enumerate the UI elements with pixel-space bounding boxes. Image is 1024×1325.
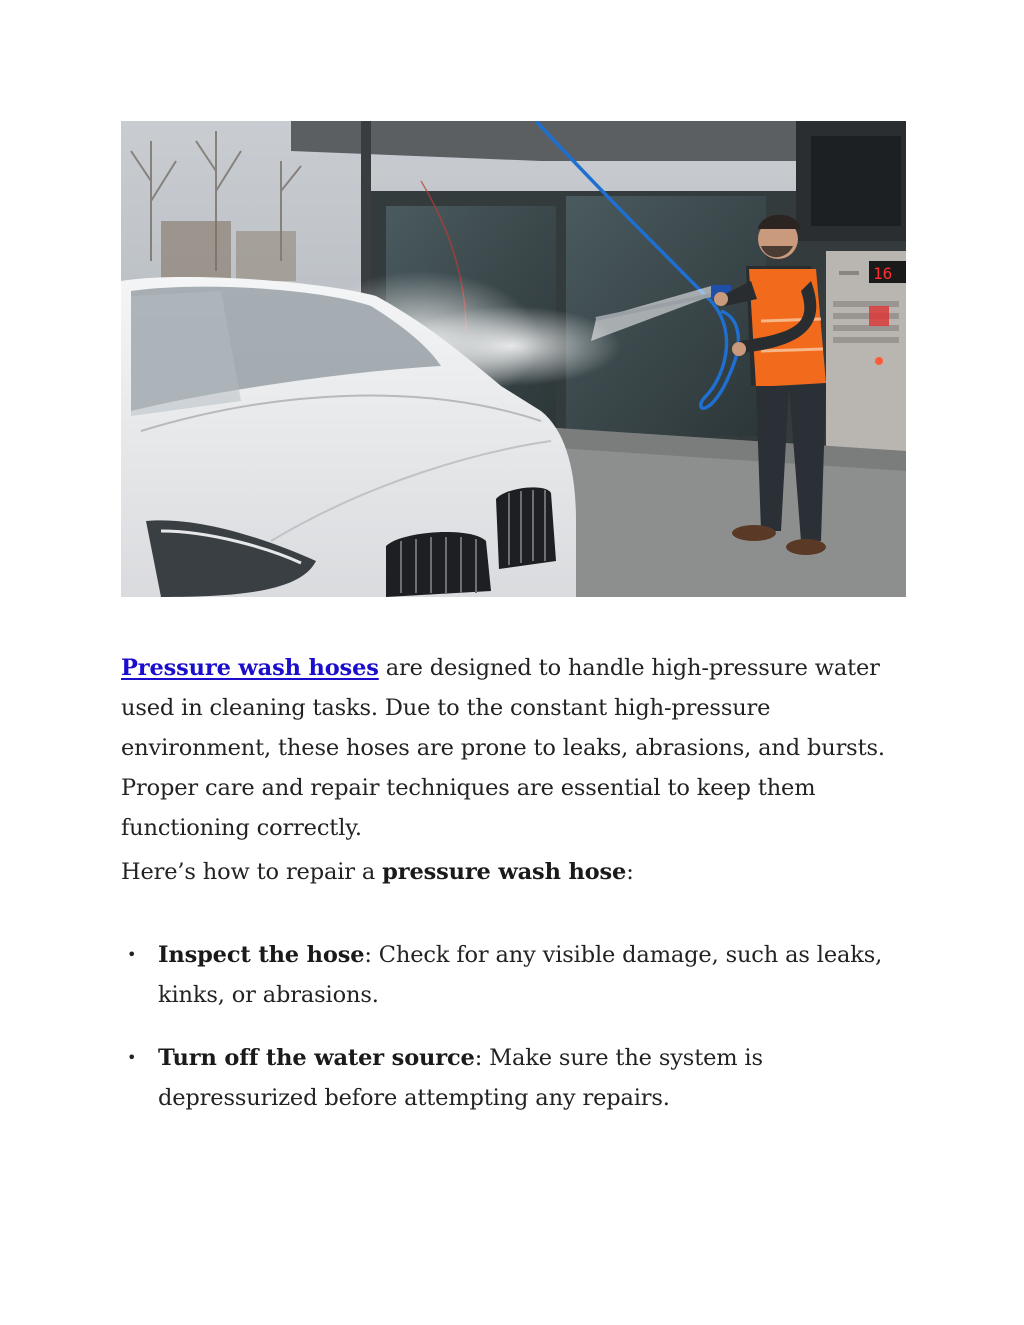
step-text: : Make sure the system is depressurized before attempting any repairs. [158, 1045, 763, 1111]
step-title: Inspect the hose [158, 942, 365, 968]
repair-steps-list [121, 935, 911, 1141]
step-title: Turn off the water source [158, 1045, 475, 1071]
bullet-icon: • [127, 1048, 137, 1067]
list-item [121, 1038, 911, 1118]
bullet-icon: • [127, 945, 137, 964]
step-text: : Check for any visible damage, such as leaks, kinks, or abrasions. [158, 942, 883, 1008]
display-sign: 16 [873, 264, 893, 283]
howto-suffix: : [626, 859, 634, 885]
pressure-wash-hoses-link[interactable]: Pressure wash hoses [121, 655, 379, 681]
intro-text: are designed to handle high-pressure water used in cleaning tasks. Due to the constant high-pressure environment, these hoses are prone to leaks, abrasions, and bursts. Proper care and repair techniques are essential to keep them functioning correctly. [121, 655, 885, 841]
car-wash-photo [121, 121, 906, 597]
howto-prefix: Here’s how to repair a [121, 859, 383, 885]
howto-bold: pressure wash hose [382, 859, 627, 885]
list-item [121, 935, 911, 1015]
howto-paragraph [121, 852, 911, 892]
intro-paragraph [121, 648, 911, 848]
